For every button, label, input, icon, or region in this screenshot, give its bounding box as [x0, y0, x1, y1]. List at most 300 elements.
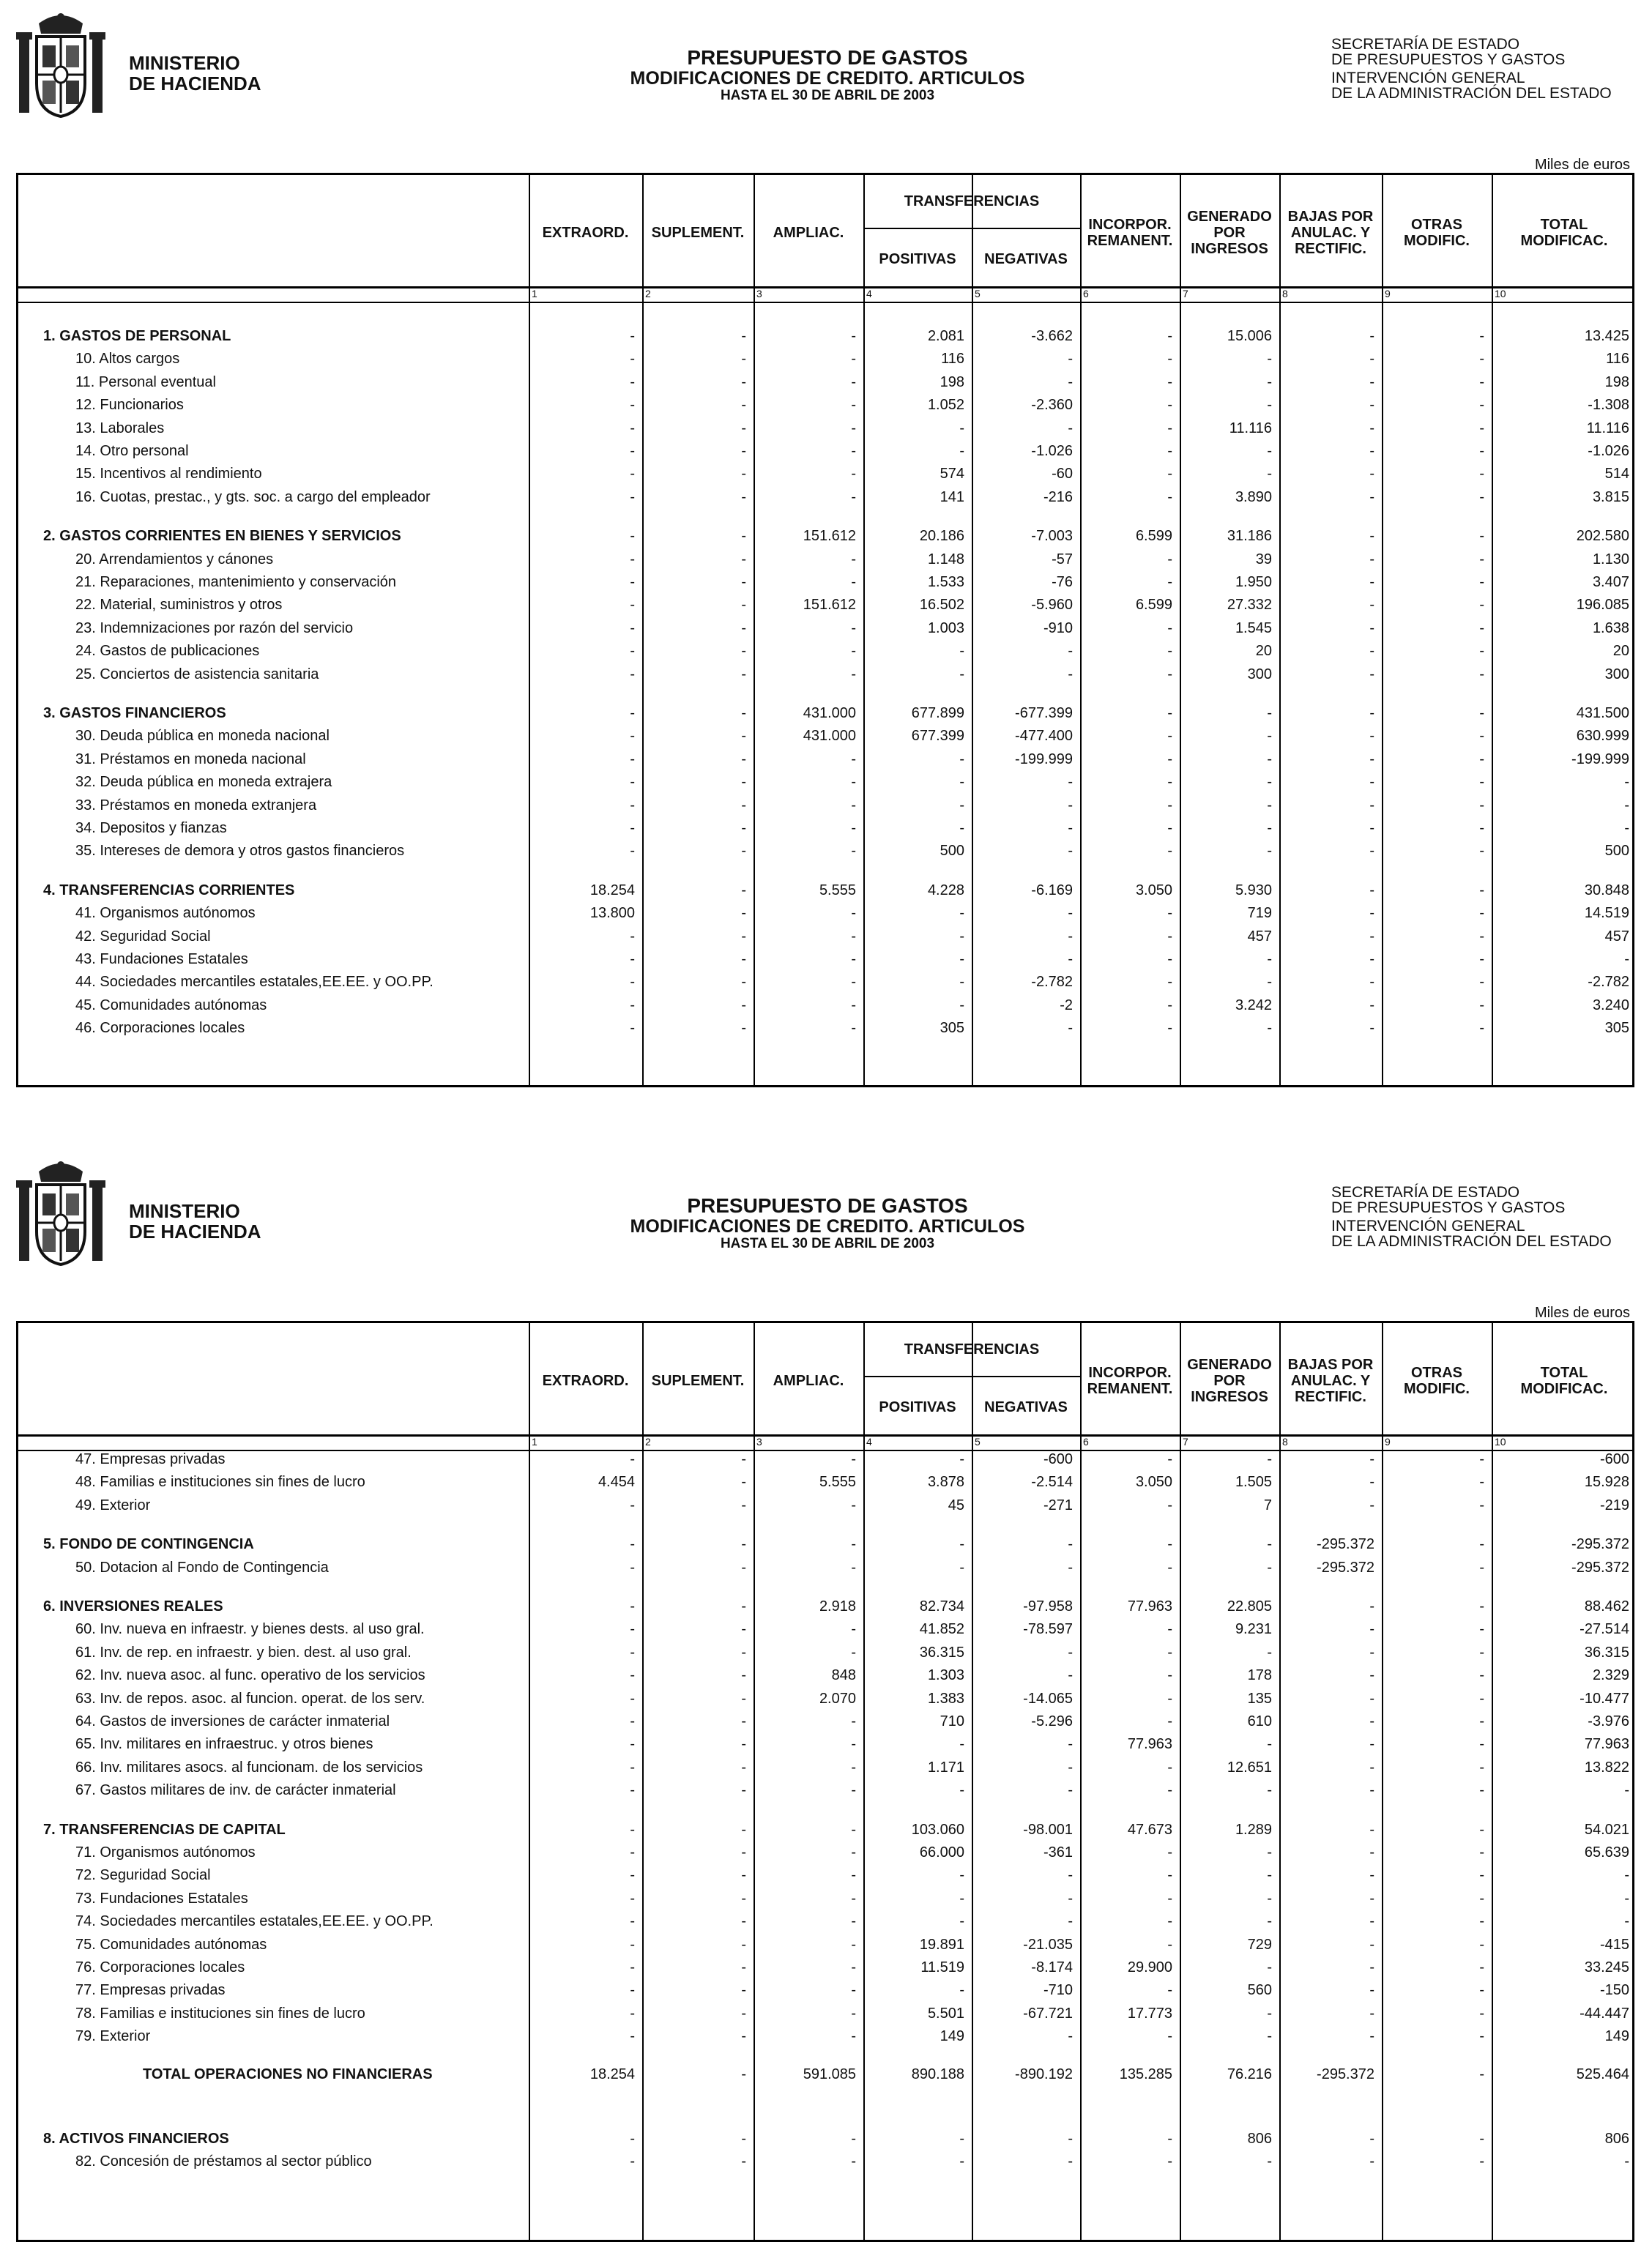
cell-value: -: [1369, 1959, 1374, 1975]
cell-value: -: [1267, 1890, 1272, 1907]
cell-value: -: [1479, 797, 1484, 813]
cell-value: -: [1068, 420, 1073, 436]
title-date: HASTA EL 30 DE ABRIL DE 2003: [720, 1236, 935, 1251]
cell-value: -677.399: [1015, 705, 1073, 721]
cell-value: 1.638: [1592, 619, 1629, 636]
cell-value: -2.782: [1031, 974, 1073, 991]
cell-value: -: [851, 574, 856, 590]
cell-value: -: [1369, 443, 1374, 459]
coat-of-arms-icon: [13, 10, 108, 120]
cell-value: -: [630, 2028, 635, 2045]
cell-value: -: [630, 1451, 635, 1467]
cell-value: -: [630, 488, 635, 505]
cell-value: -: [1167, 1020, 1172, 1037]
cell-value: 6.599: [1135, 528, 1172, 545]
col-suplement: SUPLEMENT.: [651, 1373, 745, 1389]
cell-value: -: [1624, 774, 1629, 791]
col-incorpor: [1080, 175, 1180, 291]
table-row: [18, 1595, 1637, 1618]
table-row: [18, 748, 1637, 771]
cell-value: -: [741, 597, 746, 614]
cell-value: 1.950: [1235, 574, 1272, 590]
cell-value: -: [959, 997, 964, 1013]
cell-value: -: [630, 1759, 635, 1776]
cell-value: -: [1479, 820, 1484, 836]
cell-value: 27.332: [1227, 597, 1272, 614]
cell-value: -910: [1043, 619, 1073, 636]
cell-value: -: [959, 643, 964, 660]
cell-value: -: [1369, 774, 1374, 791]
table-row: [18, 1841, 1637, 1864]
cell-value: -: [1167, 1497, 1172, 1513]
cell-value: -: [1369, 1644, 1374, 1661]
cell-value: -: [741, 619, 746, 636]
cell-value: -: [851, 1867, 856, 1884]
table-row: [18, 817, 1637, 840]
cell-value: -: [1479, 643, 1484, 660]
table-row: [18, 1471, 1637, 1494]
cell-value: 3.050: [1135, 882, 1172, 898]
column-separator: [529, 175, 530, 286]
cell-value: -: [741, 1913, 746, 1930]
cell-value: -: [851, 2028, 856, 2045]
cell-value: -: [1068, 1644, 1073, 1661]
col-bajas-line-1: BAJAS POR: [1287, 209, 1374, 225]
cell-value: 7: [1263, 1497, 1272, 1513]
row-label: 30. Deuda pública en moneda nacional: [75, 728, 330, 745]
cell-value: -: [1068, 1867, 1073, 1884]
cell-value: 890.188: [911, 2066, 964, 2082]
cell-value: -: [741, 997, 746, 1013]
cell-value: -: [1479, 882, 1484, 898]
col-transferencias: TRANSFERENCIAS: [904, 193, 1040, 209]
cell-value: -: [1068, 774, 1073, 791]
cell-value: -: [741, 1621, 746, 1638]
cell-value: -600: [1599, 1451, 1629, 1467]
cell-value: -60: [1052, 466, 1073, 483]
cell-value: -: [959, 1913, 964, 1930]
cell-value: 15.006: [1227, 328, 1272, 344]
cell-value: -: [1167, 443, 1172, 459]
cell-value: -: [741, 797, 746, 813]
cell-value: -: [1267, 443, 1272, 459]
cell-value: 1.148: [927, 551, 964, 567]
cell-value: -: [1068, 666, 1073, 682]
cell-value: -: [1068, 928, 1073, 945]
row-label: 73. Fundaciones Estatales: [75, 1890, 248, 1907]
cell-value: -: [630, 1020, 635, 1037]
cell-value: -: [1479, 619, 1484, 636]
cell-value: 1.383: [927, 1690, 964, 1707]
table-row: [18, 463, 1637, 485]
col-bajas-line-2: ANULAC. Y: [1290, 1373, 1371, 1389]
row-label: 8. ACTIVOS FINANCIEROS: [43, 2130, 229, 2147]
cell-value: -: [1167, 1759, 1172, 1776]
table-row: [18, 1448, 1637, 1471]
cell-value: -: [1167, 2028, 1172, 2045]
row-label: 1. GASTOS DE PERSONAL: [43, 328, 231, 344]
cell-value: -8.174: [1031, 1959, 1073, 1975]
cell-value: -14.065: [1023, 1690, 1073, 1707]
cell-value: -98.001: [1023, 1821, 1073, 1838]
cell-value: -: [1479, 420, 1484, 436]
cell-value: -: [741, 1713, 746, 1729]
cell-value: -: [1479, 574, 1484, 590]
cell-value: 47.673: [1127, 1821, 1172, 1838]
table-row: [18, 1533, 1637, 1556]
column-separator: [1080, 1323, 1082, 1434]
column-number: 5: [975, 288, 981, 299]
cell-value: 88.462: [1584, 1598, 1629, 1615]
office-line-3: INTERVENCIÓN GENERAL: [1331, 1218, 1525, 1234]
cell-value: -: [1479, 1536, 1484, 1553]
cell-value: -: [1068, 951, 1073, 967]
cell-value: -: [1167, 1844, 1172, 1861]
cell-value: -: [1479, 774, 1484, 791]
cell-value: -: [1068, 643, 1073, 660]
column-separator: [754, 175, 755, 286]
cell-value: -: [1479, 466, 1484, 483]
cell-value: -: [1167, 905, 1172, 922]
cell-value: -: [1167, 797, 1172, 813]
cell-value: 3.890: [1235, 488, 1272, 505]
col-positivas: POSITIVAS: [879, 1399, 956, 1415]
cell-value: -219: [1599, 1497, 1629, 1513]
cell-value: -: [1369, 397, 1374, 414]
table-row: [18, 2128, 1637, 2150]
cell-value: -10.477: [1580, 1690, 1629, 1707]
cell-value: -: [1267, 843, 1272, 860]
cell-value: -: [1167, 488, 1172, 505]
row-label: 14. Otro personal: [75, 443, 189, 459]
cell-value: 4.228: [927, 882, 964, 898]
cell-value: 198: [940, 373, 964, 390]
cell-value: -: [1267, 797, 1272, 813]
office-line-4: DE LA ADMINISTRACIÓN DEL ESTADO: [1331, 1233, 1612, 1250]
row-label: 75. Comunidades autónomas: [75, 1936, 267, 1953]
row-label: 7. TRANSFERENCIAS DE CAPITAL: [43, 1821, 286, 1838]
cell-value: -: [741, 420, 746, 436]
cell-value: -295.372: [1571, 1559, 1629, 1576]
cell-value: -: [851, 843, 856, 860]
col-bajas: [1279, 1323, 1382, 1439]
table-row: [18, 926, 1637, 948]
column-number: 10: [1495, 288, 1506, 299]
cell-value: -: [630, 974, 635, 991]
table-row: [18, 1979, 1637, 2002]
cell-value: 20: [1612, 643, 1629, 660]
row-label: 31. Préstamos en moneda nacional: [75, 751, 306, 767]
row-label: 46. Corporaciones locales: [75, 1020, 245, 1037]
cell-value: -: [1369, 1821, 1374, 1838]
row-label: 62. Inv. nueva asoc. al func. operativo de los servicios: [75, 1667, 425, 1684]
cell-value: -: [1267, 1020, 1272, 1037]
cell-value: -: [741, 2005, 746, 2022]
cell-value: -: [1167, 1621, 1172, 1638]
table-row: [18, 902, 1637, 925]
cell-value: -: [1167, 751, 1172, 767]
cell-value: -: [1479, 666, 1484, 682]
report-title: [476, 1195, 1179, 1252]
row-label: 71. Organismos autónomos: [75, 1844, 256, 1861]
column-number: 5: [975, 1436, 981, 1448]
row-label: 2. GASTOS CORRIENTES EN BIENES Y SERVICIOS: [43, 528, 401, 545]
col-bajas: [1279, 175, 1382, 291]
row-label: 60. Inv. nueva en infraestr. y bienes dests. al uso gral.: [75, 1621, 425, 1638]
title-main: PRESUPUESTO DE GASTOS: [687, 1194, 968, 1217]
cell-value: 22.805: [1227, 1598, 1272, 1615]
cell-value: 116: [941, 351, 964, 368]
cell-value: -: [1479, 1598, 1484, 1615]
col-negativas: NEGATIVAS: [984, 1399, 1068, 1415]
column-separator: [642, 175, 644, 286]
cell-value: 457: [1247, 928, 1272, 945]
table-row: [18, 571, 1637, 594]
cell-value: -: [959, 774, 964, 791]
cell-value: -: [1369, 466, 1374, 483]
cell-value: -: [1479, 951, 1484, 967]
column-separator: [1180, 1323, 1181, 1434]
cell-value: 33.245: [1584, 1959, 1629, 1975]
cell-value: 3.815: [1592, 488, 1629, 505]
cell-value: -: [851, 1844, 856, 1861]
cell-value: -: [1479, 1497, 1484, 1513]
cell-value: -: [741, 1690, 746, 1707]
cell-value: 677.399: [911, 728, 964, 745]
row-label: 43. Fundaciones Estatales: [75, 951, 248, 967]
col-generado: [1180, 175, 1279, 291]
table-row: [18, 663, 1637, 686]
cell-value: 116: [1606, 351, 1629, 368]
cell-value: -: [741, 928, 746, 945]
cell-value: 202.580: [1576, 528, 1629, 545]
ministry-line-1: MINISTERIO: [129, 52, 240, 74]
cell-value: -: [1068, 1536, 1073, 1553]
cell-value: -: [851, 1890, 856, 1907]
cell-value: -: [630, 373, 635, 390]
cell-value: 3.242: [1235, 997, 1272, 1013]
cell-value: -: [741, 466, 746, 483]
cell-value: -21.035: [1023, 1936, 1073, 1953]
table-row: [18, 971, 1637, 994]
cell-value: -: [1624, 1867, 1629, 1884]
row-label: TOTAL OPERACIONES NO FINANCIERAS: [143, 2066, 433, 2082]
cell-value: -: [851, 488, 856, 505]
title-subtitle: MODIFICACIONES DE CREDITO. ARTICULOS: [630, 68, 1025, 89]
cell-value: -: [630, 1890, 635, 1907]
cell-value: -: [630, 2005, 635, 2022]
row-label: 65. Inv. militares en infraestruc. y otros bienes: [75, 1736, 373, 1753]
cell-value: -: [1167, 928, 1172, 945]
cell-value: -: [741, 328, 746, 344]
cell-value: -: [630, 1690, 635, 1707]
col-ampliac: AMPLIAC.: [773, 1373, 844, 1389]
cell-value: -: [630, 1782, 635, 1799]
cell-value: -2.782: [1588, 974, 1629, 991]
cell-value: -: [630, 643, 635, 660]
table-row: [18, 1757, 1637, 1779]
cell-value: 1.003: [927, 619, 964, 636]
cell-value: -: [1068, 1559, 1073, 1576]
office-line-2: DE PRESUPUESTOS Y GASTOS: [1331, 51, 1566, 68]
cell-value: -: [630, 820, 635, 836]
table-row: [18, 394, 1637, 417]
cell-value: -: [1267, 820, 1272, 836]
cell-value: -: [741, 373, 746, 390]
col-total-line-1: TOTAL: [1540, 1365, 1588, 1381]
cell-value: -: [1369, 1982, 1374, 1999]
table-row: [18, 486, 1637, 509]
row-label: 5. FONDO DE CONTINGENCIA: [43, 1536, 254, 1553]
cell-value: 500: [1604, 843, 1629, 860]
cell-value: -: [741, 488, 746, 505]
cell-value: 719: [1247, 905, 1272, 922]
cell-value: -: [959, 1982, 964, 1999]
cell-value: -: [959, 1451, 964, 1467]
cell-value: -: [1369, 2153, 1374, 2170]
cell-value: -: [1267, 974, 1272, 991]
cell-value: -: [630, 574, 635, 590]
cell-value: -: [630, 843, 635, 860]
cell-value: 77.963: [1127, 1736, 1172, 1753]
cell-value: -57: [1052, 551, 1073, 567]
cell-value: -: [741, 1867, 746, 1884]
cell-value: -: [1267, 1559, 1272, 1576]
table-row: [18, 1910, 1637, 1933]
table-row: [18, 417, 1637, 440]
cell-value: -: [851, 1559, 856, 1576]
cell-value: -: [1479, 2153, 1484, 2170]
cell-value: -415: [1599, 1936, 1629, 1953]
cell-value: -150: [1599, 1982, 1629, 1999]
row-label: 23. Indemnizaciones por razón del servicio: [75, 619, 354, 636]
row-label: 61. Inv. de rep. en infraestr. y bien. dest. al uso gral.: [75, 1644, 412, 1661]
cell-value: 630.999: [1576, 728, 1629, 745]
col-total-line-2: MODIFICAC.: [1520, 233, 1608, 249]
col-generado: [1180, 1323, 1279, 1439]
issuing-office: [1331, 37, 1612, 101]
row-label: 33. Préstamos en moneda extranjera: [75, 797, 317, 813]
cell-value: -: [630, 1713, 635, 1729]
row-label: 82. Concesión de préstamos al sector público: [75, 2153, 372, 2170]
col-generado-line-3: INGRESOS: [1191, 1389, 1268, 1405]
cell-value: -: [741, 443, 746, 459]
cell-value: -: [741, 643, 746, 660]
cell-value: -: [1068, 1890, 1073, 1907]
cell-value: -: [1369, 1497, 1374, 1513]
cell-value: 3.878: [927, 1474, 964, 1491]
row-label: 78. Familias e instituciones sin fines de lucro: [75, 2005, 365, 2022]
column-number: 4: [866, 288, 872, 299]
cell-value: 13.425: [1584, 328, 1629, 344]
cell-value: -: [1267, 2153, 1272, 2170]
cell-value: -: [1369, 843, 1374, 860]
table-row: [18, 840, 1637, 863]
cell-value: -: [959, 443, 964, 459]
cell-value: -: [741, 905, 746, 922]
cell-value: 1.505: [1235, 1474, 1272, 1491]
column-separator: [754, 1323, 755, 1434]
col-otras-line-2: MODIFIC.: [1404, 233, 1470, 249]
cell-value: 18.254: [589, 882, 635, 898]
cell-value: -: [851, 974, 856, 991]
table-row: [18, 948, 1637, 971]
cell-value: -: [1479, 1020, 1484, 1037]
row-label: 48. Familias e instituciones sin fines de lucro: [75, 1474, 365, 1491]
cell-value: -: [1479, 705, 1484, 721]
cell-value: 848: [831, 1667, 856, 1684]
cell-value: -: [1479, 1936, 1484, 1953]
cell-value: -: [1267, 728, 1272, 745]
cell-value: -: [1369, 1867, 1374, 1884]
cell-value: -: [1369, 751, 1374, 767]
cell-value: -: [1267, 774, 1272, 791]
cell-value: -: [1267, 1782, 1272, 1799]
cell-value: -: [959, 2153, 964, 2170]
cell-value: -: [851, 2130, 856, 2147]
cell-value: -: [1167, 1867, 1172, 1884]
cell-value: -: [1479, 1559, 1484, 1576]
table-row: [18, 2063, 1637, 2086]
cell-value: -: [741, 2066, 746, 2082]
cell-value: -: [630, 619, 635, 636]
cell-value: 591.085: [803, 2066, 856, 2082]
column-separator: [1382, 1323, 1383, 1434]
row-label: 15. Incentivos al rendimiento: [75, 466, 262, 483]
cell-value: -: [1624, 797, 1629, 813]
cell-value: 65.639: [1584, 1844, 1629, 1861]
cell-value: -: [1369, 420, 1374, 436]
cell-value: -: [1369, 2005, 1374, 2022]
column-separator: [529, 1323, 530, 1434]
table-row: [18, 1733, 1637, 1756]
cell-value: -: [630, 466, 635, 483]
cell-value: 431.500: [1576, 705, 1629, 721]
table-row: [18, 2025, 1637, 2048]
cell-value: -: [1167, 1713, 1172, 1729]
cell-value: -: [1267, 751, 1272, 767]
cell-value: 135.285: [1119, 2066, 1172, 2082]
cell-value: 19.891: [919, 1936, 964, 1953]
cell-value: -: [630, 2130, 635, 2147]
column-number: 8: [1282, 1436, 1288, 1448]
table-row: [18, 548, 1637, 571]
cell-value: -: [851, 466, 856, 483]
cell-value: -: [1267, 351, 1272, 368]
cell-value: -: [741, 820, 746, 836]
column-separator: [1279, 175, 1281, 286]
cell-value: -: [1068, 1736, 1073, 1753]
row-label: 32. Deuda pública en moneda extrajera: [75, 774, 332, 791]
cell-value: -: [851, 2153, 856, 2170]
ministry-line-2: DE HACIENDA: [129, 72, 261, 94]
col-incorpor-line-1: INCORPOR.: [1088, 1365, 1172, 1381]
table-row: [18, 594, 1637, 617]
cell-value: 15.928: [1584, 1474, 1629, 1491]
cell-value: -: [1267, 466, 1272, 483]
cell-value: -: [741, 728, 746, 745]
cell-value: -: [851, 1821, 856, 1838]
cell-value: -: [851, 1913, 856, 1930]
column-number: 8: [1282, 288, 1288, 299]
cell-value: -: [1167, 397, 1172, 414]
cell-value: -: [630, 728, 635, 745]
cell-value: -: [1479, 928, 1484, 945]
cell-value: -: [1479, 1451, 1484, 1467]
table-row: [18, 440, 1637, 463]
column-number: 10: [1495, 1436, 1506, 1448]
cell-value: -: [741, 1759, 746, 1776]
